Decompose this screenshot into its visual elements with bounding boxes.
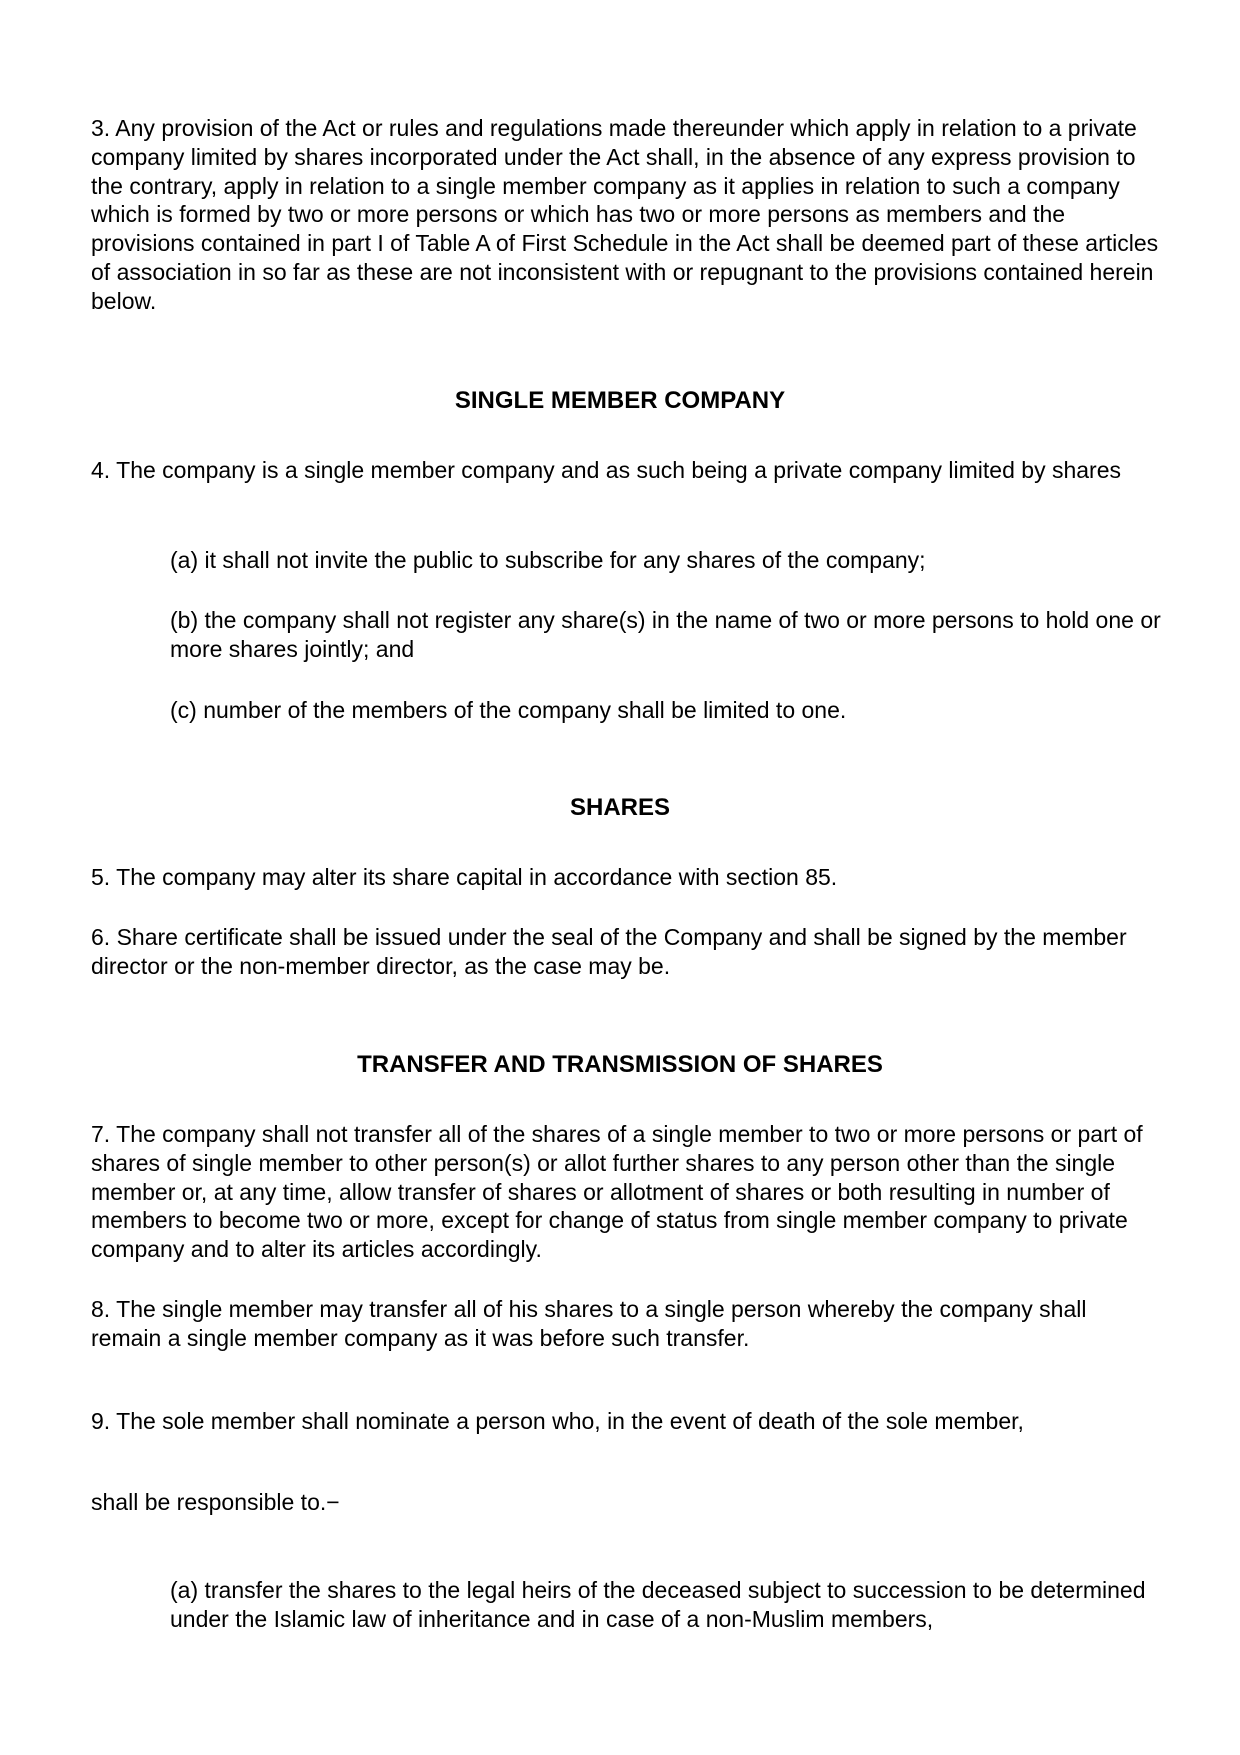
paragraph-4-a: (a) it shall not invite the public to subscribe for any shares of the company; bbox=[170, 547, 926, 573]
heading-shares: SHARES bbox=[569, 794, 671, 821]
paragraph-4: 4. The company is a single member company and as such being a private company limited by shares bbox=[91, 457, 1121, 483]
heading-transfer-and-transmission: TRANSFER AND TRANSMISSION OF SHARES bbox=[357, 1051, 883, 1078]
paragraph-9-continued: shall be responsible to.− bbox=[91, 1489, 340, 1515]
paragraph-9: 9. The sole member shall nominate a person who, in the event of death of the sole member, bbox=[91, 1408, 1024, 1434]
paragraph-8: 8. The single member may transfer all of his shares to a single person whereby the company shall remain a single member company as it was before such transfer. bbox=[91, 1296, 1087, 1351]
paragraph-3: 3. Any provision of the Act or rules and regulations made thereunder which apply in relation to a private company limited by shares incorporated under the Act shall, in the absence of any express provision to the contrary, apply in relation to a single member company as it applies in relation to such a company which is formed by two or more persons or which has two or more persons as members and the provisions contained in part I of Table A of First Schedule in the Act shall be deemed part of these articles of association in so far as these are not inconsistent with or repugnant to the provisions contained herein below. bbox=[91, 115, 1159, 314]
paragraph-9-a: (a) transfer the shares to the legal heirs of the deceased subject to succession to be determined under the Islamic law of inheritance and in case of a non-Muslim members, bbox=[170, 1577, 1146, 1632]
paragraph-6: 6. Share certificate shall be issued under the seal of the Company and shall be signed by the member director or the non-member director, as the case may be. bbox=[91, 924, 1127, 979]
paragraph-7: 7. The company shall not transfer all of the shares of a single member to two or more persons or part of shares of single member to other person(s) or allot further shares to any person other than the single member or, at any time, allow transfer of shares or allotment of shares or both resulting in number of members to become two or more, except for change of status from single member company to private company and to alter its articles accordingly. bbox=[91, 1121, 1143, 1263]
paragraph-5: 5. The company may alter its share capital in accordance with section 85. bbox=[91, 864, 838, 890]
paragraph-4-b: (b) the company shall not register any share(s) in the name of two or more persons to hold one or more shares jointly; and bbox=[170, 607, 1161, 662]
heading-single-member-company: SINGLE MEMBER COMPANY bbox=[454, 387, 786, 414]
paragraph-4-c: (c) number of the members of the company shall be limited to one. bbox=[170, 697, 847, 723]
